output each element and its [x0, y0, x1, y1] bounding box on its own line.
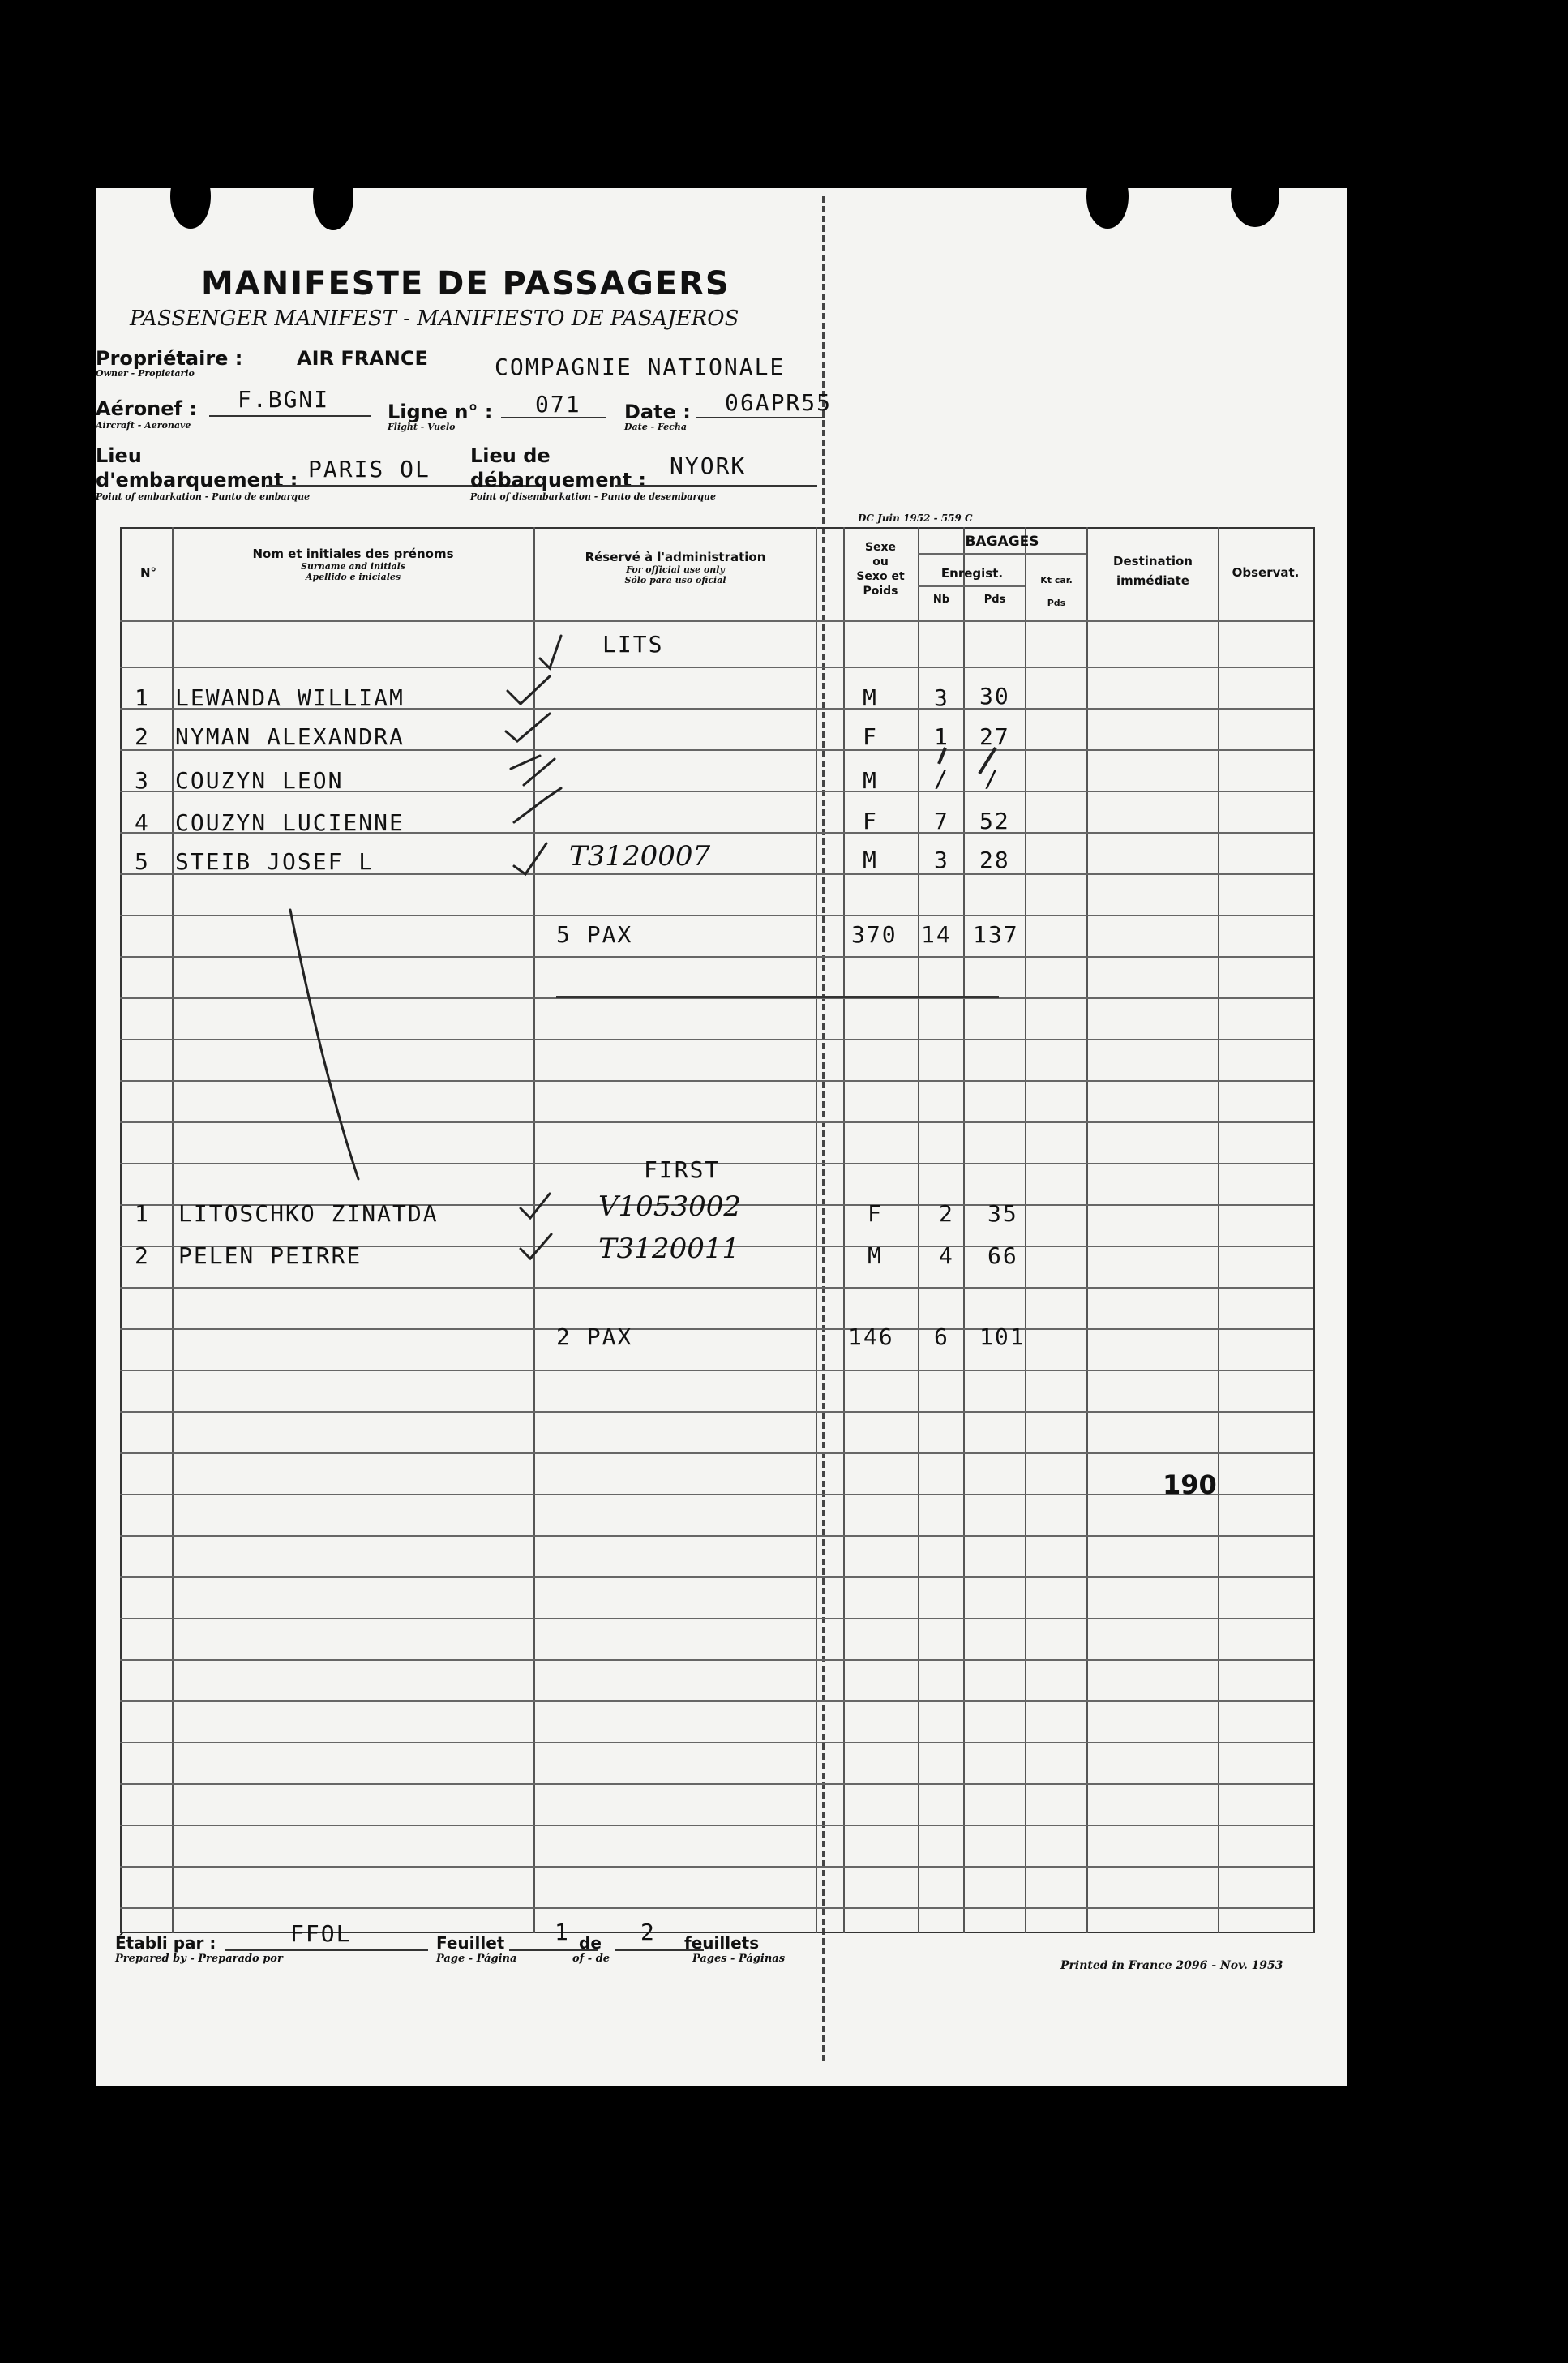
- col-header-registered: Enregist.: [940, 566, 1004, 581]
- row-1-sex: M: [863, 684, 878, 711]
- aircraft-value: F.BGNI: [238, 386, 330, 413]
- row-5-nb: 3: [934, 847, 949, 873]
- row-5-name: STEIB JOSEF L: [175, 848, 375, 875]
- row-4-no: 4: [135, 809, 150, 836]
- col-header-name-label: Nom et initiales des prénoms: [252, 547, 454, 561]
- row-6-nb: 2: [939, 1200, 954, 1227]
- row-6-admin: V1053002: [598, 1190, 741, 1223]
- row-2-nb: 1: [934, 723, 949, 750]
- flight-value: 071: [535, 391, 581, 418]
- row-6-pds: 35: [987, 1200, 1018, 1227]
- col-header-sex-4: Poids: [863, 585, 898, 598]
- row-6-no: 1: [135, 1200, 150, 1227]
- col-header-destination-1: Destination: [1113, 554, 1193, 568]
- row-1-no: 1: [135, 684, 150, 711]
- disembark-label-2: débarquement :: [470, 469, 647, 491]
- row-1-name: LEWANDA WILLIAM: [175, 684, 405, 711]
- section-2-total-weight: 146: [848, 1323, 894, 1350]
- disembark-label-1: Lieu de: [470, 444, 551, 467]
- col-header-remarks: Observat.: [1232, 565, 1300, 580]
- row-7-sex: M: [868, 1242, 883, 1269]
- owner-sub: Owner - Propietario: [96, 368, 195, 379]
- total-sheets-value: 2: [640, 1919, 656, 1945]
- sheets-sub: Pages - Páginas: [692, 1953, 786, 1965]
- row-2-no: 2: [135, 723, 150, 750]
- owner-value: AIR FRANCE: [297, 347, 428, 370]
- check-mark-row-5: [514, 843, 546, 874]
- row-3-name: COUZYN LEON: [175, 767, 344, 794]
- section-1-total-pds: 137: [973, 921, 1019, 948]
- row-2-sex: F: [863, 723, 878, 750]
- section-1-total-weight: 370: [851, 921, 898, 948]
- sheet-value: 1: [555, 1919, 570, 1945]
- col-header-admin-sub-1: For official use only: [626, 564, 725, 575]
- aircraft-sub: Aircraft - Aeronave: [96, 420, 191, 431]
- section-2-total-pax: 2 PAX: [556, 1323, 633, 1350]
- flight-label: Ligne n° :: [388, 401, 493, 423]
- row-6-sex: F: [868, 1200, 883, 1227]
- row-4-nb: 7: [934, 808, 949, 834]
- section-2-total-pds: 101: [979, 1323, 1026, 1350]
- section-label-first: FIRST: [644, 1156, 721, 1183]
- row-7-name: PELEN PEIRRE: [178, 1242, 362, 1269]
- check-mark-row-2: [506, 714, 550, 741]
- row-5-admin: T3120007: [569, 840, 711, 873]
- stamp-number: 190: [1163, 1469, 1217, 1500]
- form-code: DC Juin 1952 - 559 C: [858, 512, 973, 524]
- row-5-no: 5: [135, 848, 150, 875]
- col-header-cabin-2: Pds: [1047, 598, 1066, 608]
- check-mark-row-6: [521, 1194, 550, 1218]
- embark-label-1: Lieu: [96, 444, 142, 467]
- col-header-pds: Pds: [983, 594, 1006, 606]
- section-2-total-nb: 6: [934, 1323, 949, 1350]
- col-header-sex-2: ou: [872, 555, 889, 568]
- manifest-title: MANIFESTE DE PASSAGERS: [201, 265, 730, 302]
- col-header-no: N°: [139, 565, 157, 580]
- row-4-name: COUZYN LUCIENNE: [175, 809, 405, 836]
- row-1-nb: 3: [934, 684, 949, 711]
- row-1-pds: 30: [979, 683, 1010, 710]
- row-3-pds: /: [984, 766, 1000, 792]
- sheet-label: Feuillet: [436, 1933, 505, 1953]
- col-header-name-sub-1: Surname and initials: [300, 561, 406, 572]
- col-header-sex-3: Sexo et: [856, 570, 905, 583]
- check-mark-row-4: [514, 788, 561, 822]
- row-7-pds: 66: [987, 1242, 1018, 1269]
- disembark-value: NYORK: [670, 452, 747, 479]
- date-value: 06APR55: [725, 389, 833, 416]
- check-mark-row-1: [508, 676, 550, 704]
- row-5-sex: M: [863, 847, 878, 873]
- handwritten-marks: [96, 188, 1347, 2086]
- row-7-nb: 4: [939, 1242, 954, 1269]
- row-3-no: 3: [135, 767, 150, 794]
- section-label-lits: LITS: [602, 631, 664, 658]
- col-header-admin-sub-2: Sólo para uso oficial: [624, 575, 726, 585]
- flight-sub: Flight - Vuelo: [388, 422, 456, 432]
- row-5-pds: 28: [979, 847, 1010, 873]
- disembark-sub: Point of disembarkation - Punto de desembarque: [470, 491, 717, 502]
- section-1-total-nb: 14: [921, 921, 952, 948]
- pen-stroke-long: [290, 910, 358, 1179]
- prepared-value: FFOL: [290, 1920, 352, 1947]
- embark-sub: Point of embarkation - Punto de embarque: [96, 491, 311, 502]
- of-label: de: [579, 1933, 602, 1953]
- col-header-cabin-1: Kt car.: [1040, 575, 1073, 585]
- company-name: COMPAGNIE NATIONALE: [495, 354, 786, 380]
- col-header-sex-1: Sexe: [864, 541, 897, 554]
- aircraft-label: Aéronef :: [96, 397, 197, 420]
- section-1-total-pax: 5 PAX: [556, 921, 633, 948]
- manifest-sheet: [96, 188, 1347, 2086]
- col-header-admin-label: Réservé à l'administration: [585, 550, 766, 564]
- prepared-label: Établi par :: [115, 1933, 216, 1953]
- row-2-pds: 27: [979, 723, 1010, 750]
- row-3-sex: M: [863, 767, 878, 794]
- check-mark-ticks-nb: [939, 748, 996, 774]
- of-sub: of - de: [572, 1953, 610, 1965]
- row-3-nb: /: [934, 766, 949, 792]
- row-4-sex: F: [863, 808, 878, 834]
- prepared-sub: Prepared by - Preparado por: [115, 1953, 283, 1965]
- owner-label: Propriétaire :: [96, 347, 243, 370]
- sheet-sub: Page - Página: [436, 1953, 517, 1965]
- check-mark-row-7: [521, 1234, 551, 1259]
- col-header-destination-2: immédiate: [1116, 573, 1189, 588]
- col-header-nb: Nb: [932, 594, 950, 606]
- check-mark-lits-label: [540, 636, 561, 668]
- embark-label-2: d'embarquement :: [96, 469, 298, 491]
- row-2-name: NYMAN ALEXANDRA: [175, 723, 405, 750]
- prepared-underline: [225, 1949, 428, 1951]
- embark-value: PARIS OL: [308, 456, 431, 482]
- date-label: Date :: [624, 401, 691, 423]
- check-mark-row-3: [511, 756, 555, 785]
- date-sub: Date - Fecha: [624, 422, 687, 432]
- row-7-no: 2: [135, 1242, 150, 1269]
- sheets-label: feuillets: [684, 1933, 760, 1953]
- row-4-pds: 52: [979, 808, 1010, 834]
- col-header-name-sub-2: Apellido e iniciales: [305, 572, 401, 582]
- printed-note: Printed in France 2096 - Nov. 1953: [1060, 1959, 1283, 1972]
- col-header-baggage: BAGAGES: [965, 534, 1039, 550]
- manifest-subtitle: PASSENGER MANIFEST - MANIFIESTO DE PASAJEROS: [130, 307, 739, 331]
- row-6-name: LITOSCHKO ZINATDA: [178, 1200, 439, 1227]
- row-7-admin: T3120011: [598, 1233, 740, 1265]
